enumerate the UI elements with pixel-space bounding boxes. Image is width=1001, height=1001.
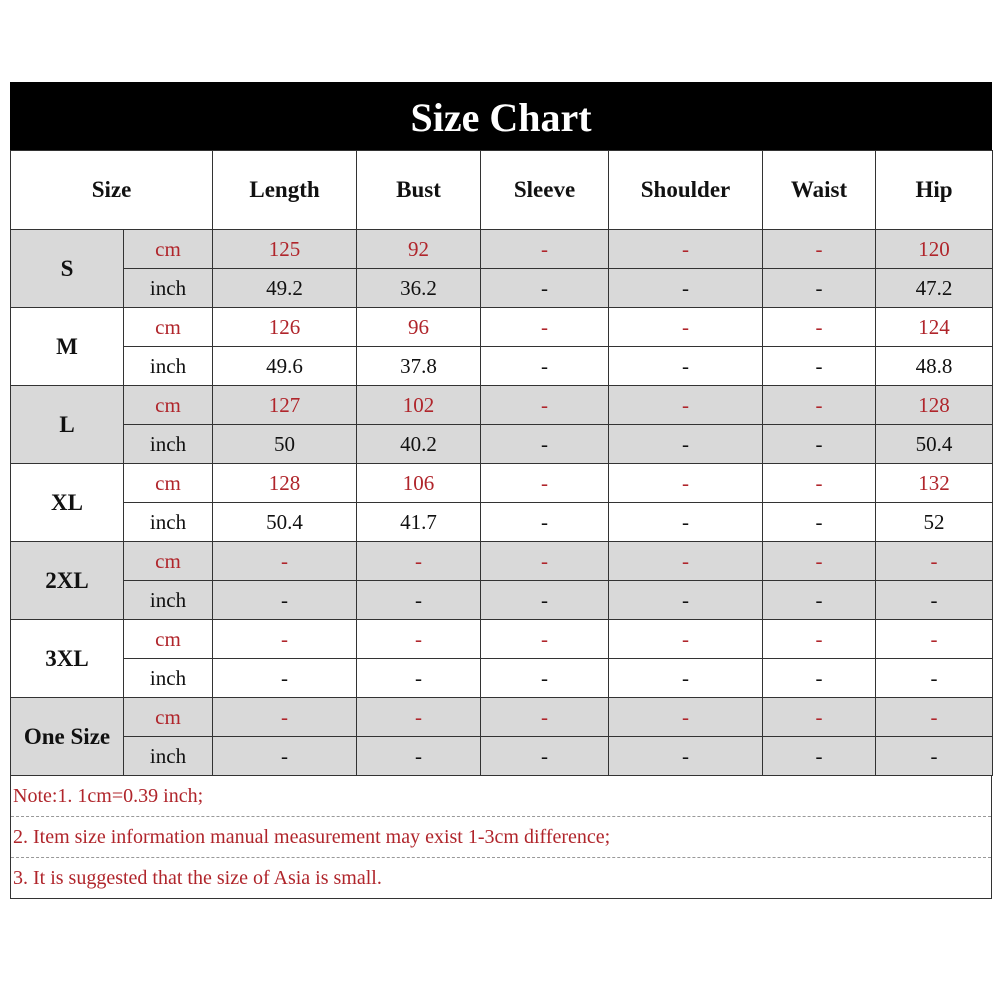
unit-label: inch bbox=[124, 659, 213, 698]
measure-cell: - bbox=[609, 230, 763, 269]
measure-cell: 36.2 bbox=[357, 269, 481, 308]
measure-cell: - bbox=[609, 503, 763, 542]
table-row bbox=[11, 503, 993, 542]
note-line: Note:1. 1cm=0.39 inch; bbox=[13, 785, 204, 807]
measure-cell: - bbox=[763, 542, 876, 581]
measure-cell: 128 bbox=[876, 386, 993, 425]
measure-cell: - bbox=[763, 347, 876, 386]
measure-cell: 106 bbox=[357, 464, 481, 503]
table-row bbox=[11, 542, 993, 581]
measure-cell: - bbox=[481, 737, 609, 776]
measure-cell: - bbox=[876, 698, 993, 737]
measure-cell: - bbox=[481, 659, 609, 698]
header-row bbox=[11, 151, 993, 230]
measure-cell: - bbox=[609, 386, 763, 425]
table-row bbox=[11, 308, 993, 347]
header-sleeve: Sleeve bbox=[481, 151, 609, 230]
measure-cell: - bbox=[357, 581, 481, 620]
measure-cell: - bbox=[763, 503, 876, 542]
table-row bbox=[11, 425, 993, 464]
table-row bbox=[11, 659, 993, 698]
measure-cell: - bbox=[876, 737, 993, 776]
measure-cell: 49.6 bbox=[213, 347, 357, 386]
measure-cell: - bbox=[213, 581, 357, 620]
table-row bbox=[11, 386, 993, 425]
header-hip: Hip bbox=[876, 151, 993, 230]
table-row bbox=[11, 347, 993, 386]
measure-cell: - bbox=[609, 737, 763, 776]
header-waist: Waist bbox=[763, 151, 876, 230]
measure-cell: - bbox=[763, 425, 876, 464]
size-chart bbox=[10, 82, 992, 899]
measure-cell: - bbox=[481, 581, 609, 620]
measure-cell: - bbox=[763, 659, 876, 698]
size-table bbox=[10, 150, 993, 776]
measure-cell: 50 bbox=[213, 425, 357, 464]
measure-cell: - bbox=[609, 659, 763, 698]
note-line: 3. It is suggested that the size of Asia is small. bbox=[11, 857, 991, 898]
measure-cell: - bbox=[357, 659, 481, 698]
measure-cell: - bbox=[763, 308, 876, 347]
measure-cell: - bbox=[481, 269, 609, 308]
measure-cell: 48.8 bbox=[876, 347, 993, 386]
measure-cell: - bbox=[481, 620, 609, 659]
measure-cell: - bbox=[609, 581, 763, 620]
measure-cell: - bbox=[481, 542, 609, 581]
measure-cell: - bbox=[481, 386, 609, 425]
measure-cell: - bbox=[481, 698, 609, 737]
table-row bbox=[11, 230, 993, 269]
measure-cell: - bbox=[213, 698, 357, 737]
measure-cell: - bbox=[876, 620, 993, 659]
measure-cell: - bbox=[763, 581, 876, 620]
measure-cell: 41.7 bbox=[357, 503, 481, 542]
note-line: 2. Item size information manual measurement may exist 1-3cm difference; bbox=[11, 816, 991, 857]
measure-cell: - bbox=[213, 620, 357, 659]
measure-cell: 40.2 bbox=[357, 425, 481, 464]
measure-cell: - bbox=[763, 386, 876, 425]
measure-cell: 102 bbox=[357, 386, 481, 425]
measure-cell: - bbox=[357, 698, 481, 737]
measure-cell: - bbox=[763, 269, 876, 308]
unit-label: inch bbox=[124, 425, 213, 464]
table-row bbox=[11, 464, 993, 503]
measure-cell: - bbox=[763, 230, 876, 269]
unit-label: cm bbox=[124, 698, 213, 737]
unit-label: inch bbox=[124, 269, 213, 308]
table-row bbox=[11, 269, 993, 308]
measure-cell: - bbox=[213, 542, 357, 581]
unit-label: inch bbox=[124, 737, 213, 776]
measure-cell: 127 bbox=[213, 386, 357, 425]
notes-section bbox=[10, 776, 992, 899]
measure-cell: 52 bbox=[876, 503, 993, 542]
measure-cell: - bbox=[481, 230, 609, 269]
size-label: One Size bbox=[11, 698, 124, 776]
size-label: L bbox=[11, 386, 124, 464]
measure-cell: - bbox=[213, 659, 357, 698]
measure-cell: 126 bbox=[213, 308, 357, 347]
size-label: S bbox=[11, 230, 124, 308]
size-label: XL bbox=[11, 464, 124, 542]
measure-cell: - bbox=[609, 308, 763, 347]
measure-cell: 132 bbox=[876, 464, 993, 503]
unit-label: cm bbox=[124, 464, 213, 503]
unit-label: cm bbox=[124, 308, 213, 347]
measure-cell: - bbox=[481, 503, 609, 542]
measure-cell: - bbox=[481, 347, 609, 386]
measure-cell: - bbox=[763, 737, 876, 776]
header-size: Size bbox=[11, 151, 213, 230]
measure-cell: - bbox=[481, 464, 609, 503]
measure-cell: 50.4 bbox=[213, 503, 357, 542]
size-label: 2XL bbox=[11, 542, 124, 620]
table-row bbox=[11, 620, 993, 659]
unit-label: cm bbox=[124, 542, 213, 581]
measure-cell: - bbox=[763, 620, 876, 659]
measure-cell: - bbox=[609, 620, 763, 659]
measure-cell: 49.2 bbox=[213, 269, 357, 308]
header-shoulder: Shoulder bbox=[609, 151, 763, 230]
measure-cell: - bbox=[481, 308, 609, 347]
measure-cell: 128 bbox=[213, 464, 357, 503]
header-length: Length bbox=[213, 151, 357, 230]
header-bust: Bust bbox=[357, 151, 481, 230]
measure-cell: 47.2 bbox=[876, 269, 993, 308]
measure-cell: - bbox=[609, 425, 763, 464]
unit-label: inch bbox=[124, 581, 213, 620]
measure-cell: 37.8 bbox=[357, 347, 481, 386]
measure-cell: - bbox=[609, 542, 763, 581]
measure-cell: - bbox=[357, 737, 481, 776]
measure-cell: - bbox=[357, 620, 481, 659]
table-row bbox=[11, 698, 993, 737]
measure-cell: 120 bbox=[876, 230, 993, 269]
chart-title: Size Chart bbox=[10, 82, 992, 150]
measure-cell: - bbox=[876, 542, 993, 581]
size-label: M bbox=[11, 308, 124, 386]
measure-cell: - bbox=[609, 269, 763, 308]
measure-cell: - bbox=[876, 581, 993, 620]
table-row bbox=[11, 581, 993, 620]
table-row bbox=[11, 737, 993, 776]
measure-cell: - bbox=[876, 659, 993, 698]
measure-cell: 124 bbox=[876, 308, 993, 347]
unit-label: cm bbox=[124, 386, 213, 425]
measure-cell: 96 bbox=[357, 308, 481, 347]
unit-label: inch bbox=[124, 503, 213, 542]
unit-label: inch bbox=[124, 347, 213, 386]
unit-label: cm bbox=[124, 230, 213, 269]
measure-cell: - bbox=[481, 425, 609, 464]
measure-cell: 92 bbox=[357, 230, 481, 269]
measure-cell: - bbox=[609, 347, 763, 386]
measure-cell: - bbox=[763, 464, 876, 503]
measure-cell: 125 bbox=[213, 230, 357, 269]
unit-label: cm bbox=[124, 620, 213, 659]
measure-cell: - bbox=[763, 698, 876, 737]
size-label: 3XL bbox=[11, 620, 124, 698]
measure-cell: 50.4 bbox=[876, 425, 993, 464]
measure-cell: - bbox=[609, 698, 763, 737]
measure-cell: - bbox=[609, 464, 763, 503]
measure-cell: - bbox=[213, 737, 357, 776]
measure-cell: - bbox=[357, 542, 481, 581]
